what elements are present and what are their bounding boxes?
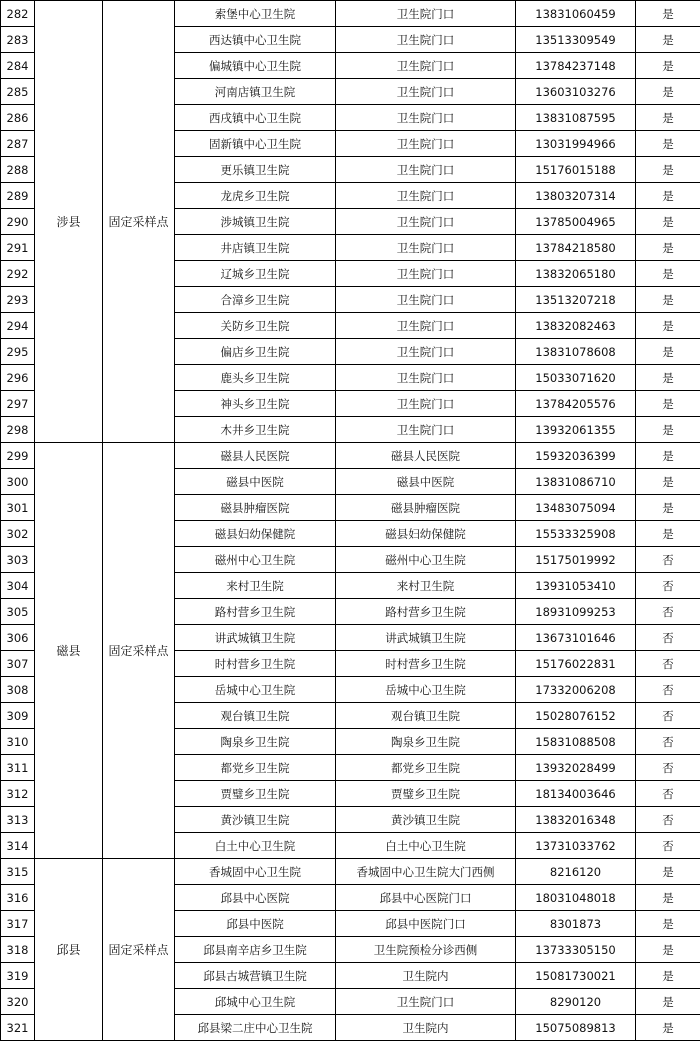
flag-cell: 否 [636,833,700,859]
flag-cell: 是 [636,1,700,27]
phone-cell: 15075089813 [516,1015,636,1041]
flag-cell: 否 [636,599,700,625]
institution-name-cell: 邱县梁二庄中心卫生院 [175,1015,336,1041]
row-number-cell: 286 [1,105,35,131]
institution-name-cell: 磁县妇幼保健院 [175,521,336,547]
flag-cell: 是 [636,105,700,131]
phone-cell: 13832082463 [516,313,636,339]
phone-cell: 15033071620 [516,365,636,391]
row-number-cell: 299 [1,443,35,469]
row-number-cell: 312 [1,781,35,807]
phone-cell: 8301873 [516,911,636,937]
phone-cell: 13832016348 [516,807,636,833]
sampling-location-cell: 卫生院门口 [336,261,516,287]
flag-cell: 是 [636,261,700,287]
sampling-location-cell: 卫生院门口 [336,339,516,365]
row-number-cell: 306 [1,625,35,651]
institution-name-cell: 龙虎乡卫生院 [175,183,336,209]
phone-cell: 13031994966 [516,131,636,157]
sampling-location-cell: 卫生院内 [336,963,516,989]
row-number-cell: 320 [1,989,35,1015]
flag-cell: 是 [636,859,700,885]
table-row [1,1,700,27]
institution-name-cell: 索堡中心卫生院 [175,1,336,27]
sampling-location-cell: 来村卫生院 [336,573,516,599]
flag-cell: 是 [636,937,700,963]
flag-cell: 是 [636,1015,700,1041]
sampling-location-cell: 卫生院内 [336,1015,516,1041]
institution-name-cell: 黄沙镇卫生院 [175,807,336,833]
sampling-location-cell: 都党乡卫生院 [336,755,516,781]
flag-cell: 是 [636,235,700,261]
institution-name-cell: 都党乡卫生院 [175,755,336,781]
phone-cell: 15176015188 [516,157,636,183]
institution-name-cell: 时村营乡卫生院 [175,651,336,677]
phone-cell: 13832065180 [516,261,636,287]
institution-name-cell: 关防乡卫生院 [175,313,336,339]
flag-cell: 是 [636,313,700,339]
row-number-cell: 284 [1,53,35,79]
sampling-location-cell: 香城固中心卫生院大门西侧 [336,859,516,885]
flag-cell: 否 [636,781,700,807]
row-number-cell: 301 [1,495,35,521]
row-number-cell: 311 [1,755,35,781]
institution-name-cell: 邱县中心医院 [175,885,336,911]
sampling-location-cell: 卫生院门口 [336,417,516,443]
county-cell: 邱县 [35,859,103,1041]
flag-cell: 是 [636,391,700,417]
phone-cell: 8290120 [516,989,636,1015]
flag-cell: 是 [636,417,700,443]
sampling-location-cell: 邱县中医院门口 [336,911,516,937]
phone-cell: 13831086710 [516,469,636,495]
row-number-cell: 300 [1,469,35,495]
institution-name-cell: 香城固中心卫生院 [175,859,336,885]
phone-cell: 13513309549 [516,27,636,53]
row-number-cell: 287 [1,131,35,157]
phone-cell: 13603103276 [516,79,636,105]
flag-cell: 是 [636,287,700,313]
flag-cell: 否 [636,547,700,573]
row-number-cell: 307 [1,651,35,677]
flag-cell: 是 [636,209,700,235]
flag-cell: 是 [636,963,700,989]
sampling-location-cell: 磁县人民医院 [336,443,516,469]
phone-cell: 8216120 [516,859,636,885]
sampling-location-cell: 卫生院门口 [336,365,516,391]
sampling-location-cell: 卫生院门口 [336,131,516,157]
flag-cell: 否 [636,625,700,651]
institution-name-cell: 邱县古城营镇卫生院 [175,963,336,989]
phone-cell: 13784237148 [516,53,636,79]
flag-cell: 否 [636,651,700,677]
row-number-cell: 294 [1,313,35,339]
row-number-cell: 297 [1,391,35,417]
site-type-cell: 固定采样点 [103,859,175,1041]
flag-cell: 是 [636,79,700,105]
institution-name-cell: 井店镇卫生院 [175,235,336,261]
phone-cell: 18134003646 [516,781,636,807]
site-type-cell: 固定采样点 [103,1,175,443]
institution-name-cell: 辽城乡卫生院 [175,261,336,287]
row-number-cell: 303 [1,547,35,573]
sampling-location-cell: 卫生院门口 [336,105,516,131]
row-number-cell: 321 [1,1015,35,1041]
phone-cell: 17332006208 [516,677,636,703]
sampling-location-cell: 黄沙镇卫生院 [336,807,516,833]
phone-cell: 13731033762 [516,833,636,859]
institution-name-cell: 偏城镇中心卫生院 [175,53,336,79]
phone-cell: 15028076152 [516,703,636,729]
institution-name-cell: 岳城中心卫生院 [175,677,336,703]
phone-cell: 13784218580 [516,235,636,261]
sampling-location-cell: 卫生院门口 [336,157,516,183]
phone-cell: 18031048018 [516,885,636,911]
phone-cell: 13931053410 [516,573,636,599]
row-number-cell: 313 [1,807,35,833]
row-number-cell: 292 [1,261,35,287]
flag-cell: 否 [636,573,700,599]
sampling-location-cell: 陶泉乡卫生院 [336,729,516,755]
sampling-location-cell: 卫生院门口 [336,1,516,27]
phone-cell: 13932028499 [516,755,636,781]
flag-cell: 否 [636,807,700,833]
sampling-location-cell: 卫生院门口 [336,209,516,235]
phone-cell: 15932036399 [516,443,636,469]
phone-cell: 13831078608 [516,339,636,365]
row-number-cell: 317 [1,911,35,937]
phone-cell: 15831088508 [516,729,636,755]
institution-name-cell: 磁县肿瘤医院 [175,495,336,521]
institution-name-cell: 河南店镇卫生院 [175,79,336,105]
sampling-location-cell: 磁州中心卫生院 [336,547,516,573]
sampling-location-cell: 路村营乡卫生院 [336,599,516,625]
institution-name-cell: 白土中心卫生院 [175,833,336,859]
sampling-location-cell: 岳城中心卫生院 [336,677,516,703]
flag-cell: 是 [636,885,700,911]
phone-cell: 13803207314 [516,183,636,209]
table-row [1,443,700,469]
phone-cell: 15081730021 [516,963,636,989]
row-number-cell: 290 [1,209,35,235]
county-cell: 磁县 [35,443,103,859]
row-number-cell: 296 [1,365,35,391]
flag-cell: 是 [636,911,700,937]
institution-name-cell: 来村卫生院 [175,573,336,599]
sampling-location-cell: 卫生院门口 [336,27,516,53]
institution-name-cell: 陶泉乡卫生院 [175,729,336,755]
sampling-location-cell: 卫生院预检分诊西侧 [336,937,516,963]
sampling-location-cell: 磁县肿瘤医院 [336,495,516,521]
flag-cell: 是 [636,989,700,1015]
institution-name-cell: 鹿头乡卫生院 [175,365,336,391]
flag-cell: 是 [636,131,700,157]
institution-name-cell: 合漳乡卫生院 [175,287,336,313]
row-number-cell: 316 [1,885,35,911]
institution-name-cell: 观台镇卫生院 [175,703,336,729]
row-number-cell: 288 [1,157,35,183]
flag-cell: 是 [636,365,700,391]
phone-cell: 15176022831 [516,651,636,677]
row-number-cell: 310 [1,729,35,755]
institution-name-cell: 邱县中医院 [175,911,336,937]
institution-name-cell: 神头乡卫生院 [175,391,336,417]
institution-name-cell: 木井乡卫生院 [175,417,336,443]
phone-cell: 13513207218 [516,287,636,313]
institution-name-cell: 固新镇中心卫生院 [175,131,336,157]
row-number-cell: 308 [1,677,35,703]
sampling-location-cell: 观台镇卫生院 [336,703,516,729]
institution-name-cell: 邱县南辛店乡卫生院 [175,937,336,963]
phone-cell: 13483075094 [516,495,636,521]
phone-cell: 18931099253 [516,599,636,625]
row-number-cell: 283 [1,27,35,53]
row-number-cell: 289 [1,183,35,209]
sampling-location-cell: 磁县妇幼保健院 [336,521,516,547]
phone-cell: 15175019992 [516,547,636,573]
row-number-cell: 302 [1,521,35,547]
institution-name-cell: 贾璧乡卫生院 [175,781,336,807]
phone-cell: 13673101646 [516,625,636,651]
flag-cell: 是 [636,157,700,183]
flag-cell: 否 [636,729,700,755]
sampling-location-cell: 卫生院门口 [336,989,516,1015]
sampling-location-cell: 卫生院门口 [336,287,516,313]
sampling-location-cell: 讲武城镇卫生院 [336,625,516,651]
county-cell: 涉县 [35,1,103,443]
sampling-location-cell: 贾璧乡卫生院 [336,781,516,807]
flag-cell: 是 [636,183,700,209]
site-type-cell: 固定采样点 [103,443,175,859]
sampling-location-cell: 时村营乡卫生院 [336,651,516,677]
sampling-location-cell: 邱县中心医院门口 [336,885,516,911]
flag-cell: 是 [636,495,700,521]
phone-cell: 15533325908 [516,521,636,547]
sampling-location-cell: 磁县中医院 [336,469,516,495]
flag-cell: 是 [636,53,700,79]
institution-name-cell: 讲武城镇卫生院 [175,625,336,651]
institution-name-cell: 西达镇中心卫生院 [175,27,336,53]
flag-cell: 是 [636,339,700,365]
flag-cell: 否 [636,703,700,729]
row-number-cell: 305 [1,599,35,625]
flag-cell: 是 [636,469,700,495]
institution-name-cell: 涉城镇卫生院 [175,209,336,235]
institution-name-cell: 更乐镇卫生院 [175,157,336,183]
flag-cell: 是 [636,443,700,469]
flag-cell: 是 [636,521,700,547]
phone-cell: 13831087595 [516,105,636,131]
row-number-cell: 319 [1,963,35,989]
sampling-location-cell: 卫生院门口 [336,235,516,261]
sampling-location-cell: 卫生院门口 [336,79,516,105]
sampling-location-cell: 卫生院门口 [336,313,516,339]
row-number-cell: 314 [1,833,35,859]
phone-cell: 13784205576 [516,391,636,417]
phone-cell: 13932061355 [516,417,636,443]
row-number-cell: 315 [1,859,35,885]
flag-cell: 是 [636,27,700,53]
institution-name-cell: 偏店乡卫生院 [175,339,336,365]
sampling-location-cell: 卫生院门口 [336,183,516,209]
flag-cell: 否 [636,755,700,781]
phone-cell: 13785004965 [516,209,636,235]
institution-name-cell: 邱城中心卫生院 [175,989,336,1015]
institution-name-cell: 磁州中心卫生院 [175,547,336,573]
sampling-location-cell: 白土中心卫生院 [336,833,516,859]
table-row [1,859,700,885]
institution-name-cell: 磁县人民医院 [175,443,336,469]
row-number-cell: 291 [1,235,35,261]
row-number-cell: 298 [1,417,35,443]
row-number-cell: 282 [1,1,35,27]
row-number-cell: 318 [1,937,35,963]
institution-name-cell: 西戌镇中心卫生院 [175,105,336,131]
institution-name-cell: 磁县中医院 [175,469,336,495]
sampling-location-cell: 卫生院门口 [336,53,516,79]
sampling-location-cell: 卫生院门口 [336,391,516,417]
institution-name-cell: 路村营乡卫生院 [175,599,336,625]
row-number-cell: 304 [1,573,35,599]
row-number-cell: 309 [1,703,35,729]
row-number-cell: 285 [1,79,35,105]
phone-cell: 13733305150 [516,937,636,963]
flag-cell: 否 [636,677,700,703]
row-number-cell: 295 [1,339,35,365]
row-number-cell: 293 [1,287,35,313]
phone-cell: 13831060459 [516,1,636,27]
